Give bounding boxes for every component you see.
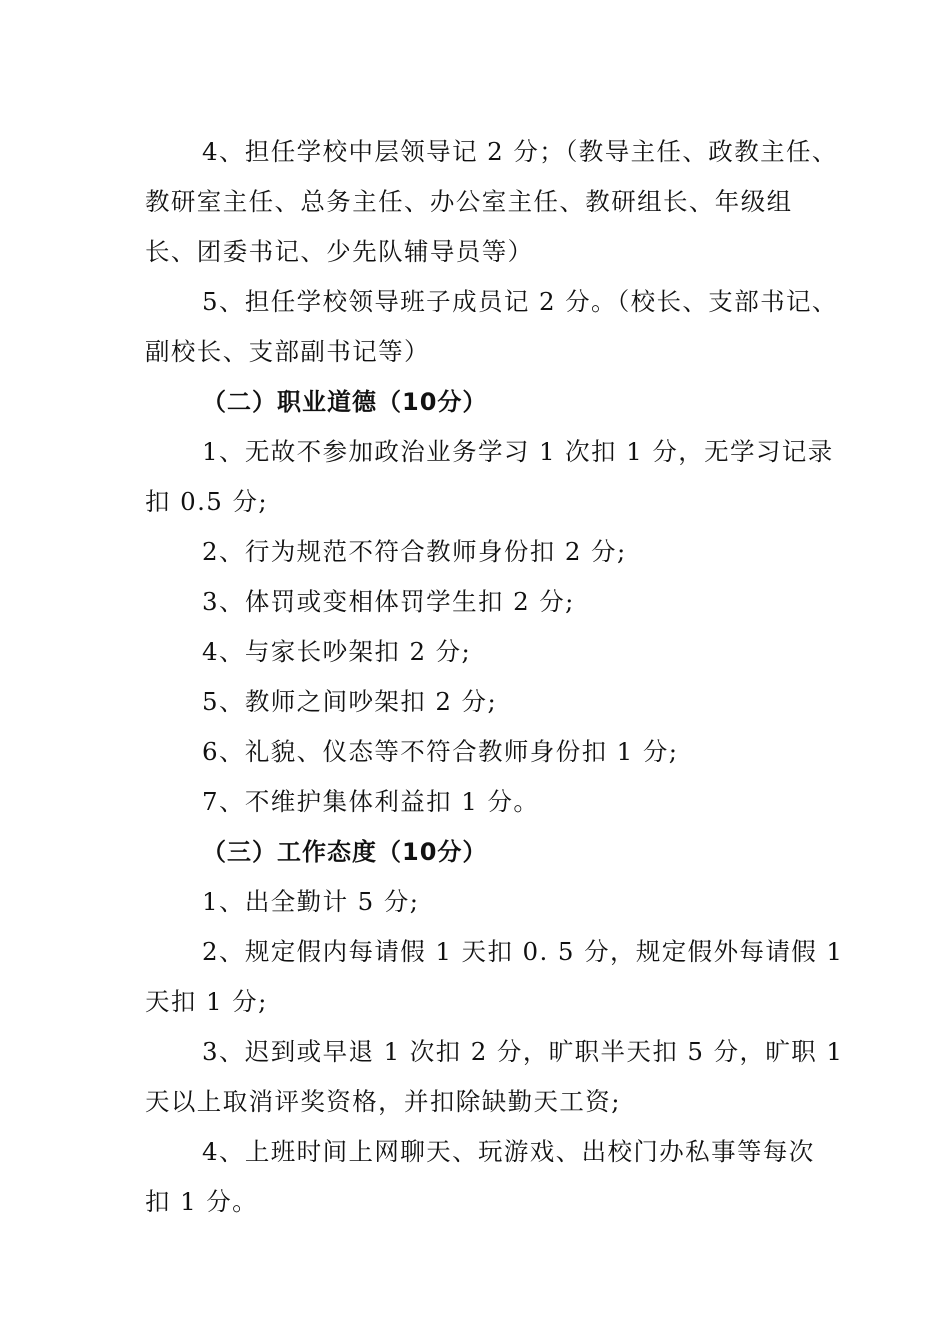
item-leadership-4 — [145, 127, 838, 277]
ethics-item-1 — [145, 427, 834, 527]
text-line: 教研室主任、总务主任、办公室主任、教研组长、年级组 — [145, 187, 793, 216]
text-line: 4、上班时间上网聊天、玩游戏、出校门办私事等每次 — [202, 1137, 815, 1166]
ethics-item-7 — [145, 777, 825, 827]
text-line: 2、行为规范不符合教师身份扣 2 分; — [202, 537, 627, 566]
ethics-item-6 — [145, 727, 825, 777]
text-line: 4、与家长吵架扣 2 分; — [202, 637, 472, 666]
ethics-item-5 — [145, 677, 825, 727]
text-line: 1、出全勤计 5 分; — [202, 887, 420, 916]
ethics-item-2 — [145, 527, 825, 577]
text-line: 天以上取消评奖资格，并扣除缺勤天工资; — [145, 1087, 621, 1116]
text-line: 扣 1 分。 — [145, 1187, 259, 1216]
text-line: 7、不维护集体利益扣 1 分。 — [202, 787, 540, 816]
text-line: 5、教师之间吵架扣 2 分; — [202, 687, 498, 716]
attitude-item-1 — [145, 877, 825, 927]
text-line: 4、担任学校中层领导记 2 分；（教导主任、政教主任、 — [202, 137, 838, 166]
ethics-item-4 — [145, 627, 825, 677]
text-line: 3、迟到或早退 1 次扣 2 分，旷职半天扣 5 分，旷职 1 — [202, 1037, 844, 1066]
attitude-item-2 — [145, 927, 844, 1027]
text-line: 6、礼貌、仪态等不符合教师身份扣 1 分; — [202, 737, 679, 766]
text-line: 副校长、支部副书记等） — [145, 337, 430, 366]
text-line: 2、规定假内每请假 1 天扣 0. 5 分，规定假外每请假 1 — [202, 937, 844, 966]
document-body — [145, 127, 844, 1227]
item-leadership-5 — [145, 277, 838, 377]
text-line: 1、无故不参加政治业务学习 1 次扣 1 分，无学习记录 — [202, 437, 834, 466]
text-line: 扣 0.5 分; — [145, 487, 268, 516]
text-line: 天扣 1 分; — [145, 987, 268, 1016]
text-line: 3、体罚或变相体罚学生扣 2 分; — [202, 587, 575, 616]
attitude-item-4 — [145, 1127, 825, 1227]
text-line: 长、团委书记、少先队辅导员等） — [145, 237, 534, 266]
section-heading-professional-ethics: （二）职业道德（10分） — [202, 388, 488, 416]
section-heading-work-attitude: （三）工作态度（10分） — [202, 838, 488, 866]
ethics-item-3 — [145, 577, 825, 627]
text-line: 5、担任学校领导班子成员记 2 分。（校长、支部书记、 — [202, 287, 838, 316]
attitude-item-3 — [145, 1027, 844, 1127]
